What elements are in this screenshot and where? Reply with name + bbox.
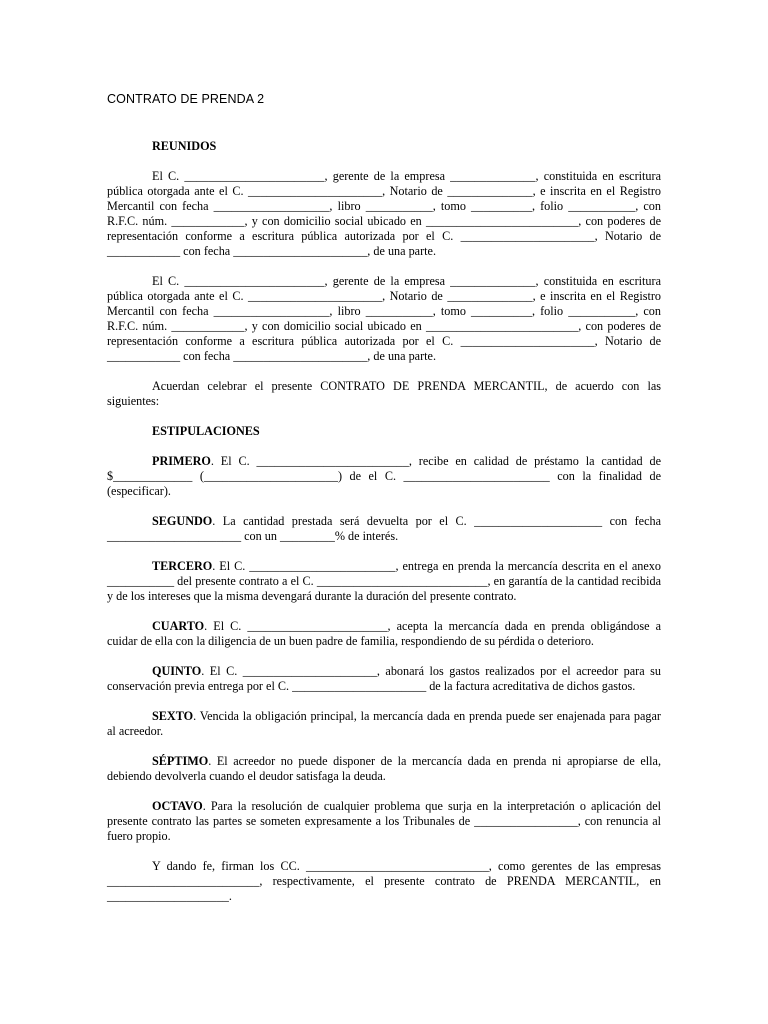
clause-label: SEGUNDO — [152, 514, 213, 528]
document-body — [107, 139, 661, 919]
clause-text: . La cantidad prestada será devuelta por el C. _____________________ con fecha ______________________ con un _________% de interés. — [107, 514, 661, 543]
clause-text: . El C. _________________________, recibe en calidad de préstamo la cantidad de $_____________ (______________________) de el C. ________________________ con la finalidad de (especificar). — [107, 454, 661, 498]
clause-segundo — [107, 514, 661, 544]
clause-tercero — [107, 559, 661, 604]
party-2-paragraph: El C. _______________________, gerente de la empresa ______________, constituida en escritura pública otorgada ante el C. ______________________, Notario de ______________, e inscrita en el Registro Mercantil con fecha ___________________, libro ___________, tomo __________, folio ___________, con R.F.C. núm. ____________, y con domicilio social ubicado en _________________________, con poderes de representación conforme a escritura pública autorizada por el C. ______________________, Notario de ____________ con fecha ______________________, de una parte. — [107, 274, 661, 363]
clause-quinto — [107, 664, 661, 694]
clause-text: . El C. ______________________, abonará los gastos realizados por el acreedor para su conservación previa entrega por el C. ______________________ de la factura acreditativa de dichos gastos. — [107, 664, 661, 693]
clause-label: SÉPTIMO — [152, 754, 209, 768]
clause-text: . Vencida la obligación principal, la mercancía dada en prenda puede ser enajenada para pagar al acreedor. — [107, 709, 661, 738]
clause-label: CUARTO — [152, 619, 205, 633]
clause-label: OCTAVO — [152, 799, 203, 813]
clause-sexto — [107, 709, 661, 739]
party-1-paragraph: El C. _______________________, gerente de la empresa ______________, constituida en escritura pública otorgada ante el C. ______________________, Notario de ______________, e inscrita en el Registro Mercantil con fecha ___________________, libro ___________, tomo __________, folio ___________, con R.F.C. núm. ____________, y con domicilio social ubicado en _________________________, con poderes de representación conforme a escritura pública autorizada por el C. ______________________, Notario de ____________ con fecha ______________________, de una parte. — [107, 169, 661, 258]
clause-label: SEXTO — [152, 709, 194, 723]
clause-text: . Para la resolución de cualquier problema que surja en la interpretación o aplicación del presente contrato las partes se someten expresamente a los Tribunales de _________________, con renuncia al fuero propio. — [107, 799, 661, 843]
clause-text: . El C. ________________________, entrega en prenda la mercancía descrita en el anexo ___________ del presente contrato a el C. ____________________________, en garantía de la cantidad recibida y de los intereses que la misma devengará durante la duración del presente contrato. — [107, 559, 661, 603]
document-title: CONTRATO DE PRENDA 2 — [107, 92, 265, 106]
closing-paragraph: Y dando fe, firman los CC. ______________________________, como gerentes de las empresas _________________________, respectivamente, el presente contrato de PRENDA MERCANTIL, en ____________________. — [107, 859, 661, 903]
agreement-paragraph: Acuerdan celebrar el presente CONTRATO DE PRENDA MERCANTIL, de acuerdo con las siguientes: — [107, 379, 661, 408]
reunidos-heading: REUNIDOS — [152, 139, 217, 153]
clause-primero — [107, 454, 661, 499]
clause-text: . El C. _______________________, acepta la mercancía dada en prenda obligándose a cuidar de ella con la diligencia de un buen padre de familia, respondiendo de su pérdida o deterioro. — [107, 619, 661, 648]
clause-label: PRIMERO — [152, 454, 211, 468]
clause-text: . El acreedor no puede disponer de la mercancía dada en prenda ni apropiarse de ella, debiendo devolverla cuando el deudor satisfaga la deuda. — [107, 754, 661, 783]
clause-octavo — [107, 799, 661, 844]
estipulaciones-heading: ESTIPULACIONES — [152, 424, 260, 438]
clause-septimo — [107, 754, 661, 784]
clause-label: QUINTO — [152, 664, 202, 678]
clause-cuarto — [107, 619, 661, 649]
clause-label: TERCERO — [152, 559, 213, 573]
